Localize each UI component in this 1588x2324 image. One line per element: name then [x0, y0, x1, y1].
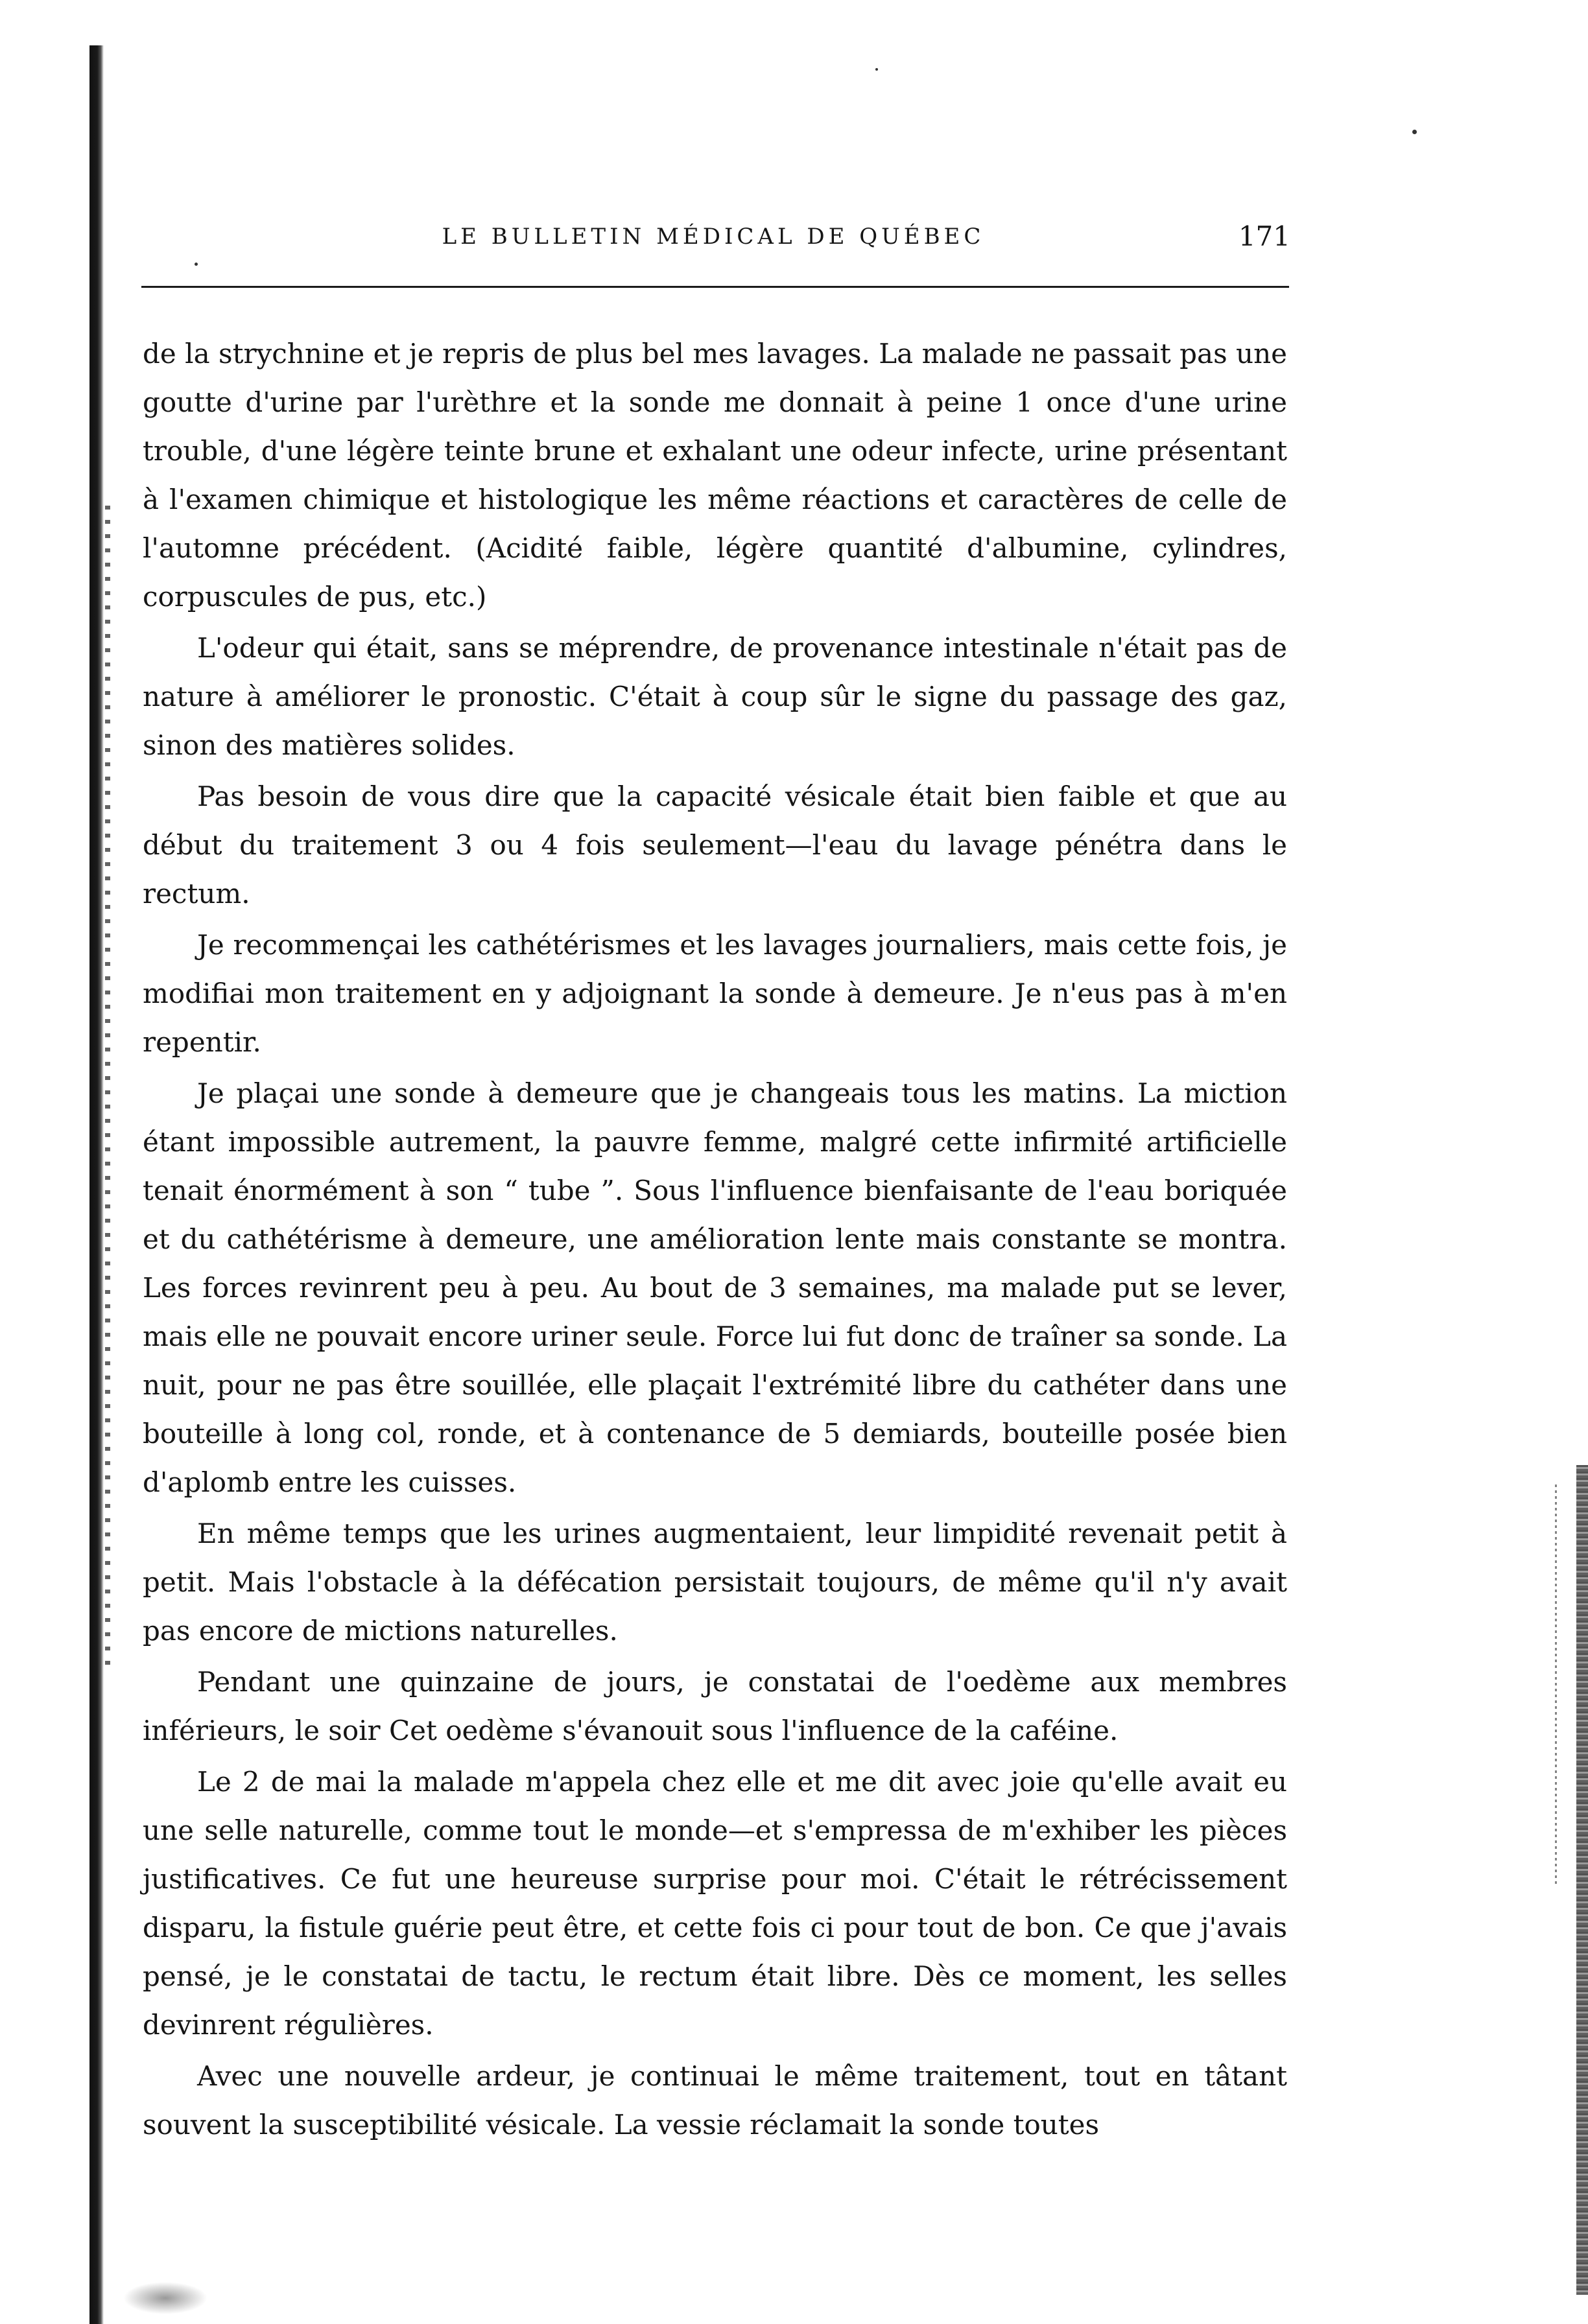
header-rule: [141, 286, 1289, 288]
scan-speck: [195, 263, 198, 266]
running-header: [136, 214, 1290, 259]
scan-speck: [875, 68, 878, 71]
body-text: [143, 329, 1287, 2149]
paragraph: L'odeur qui était, sans se méprendre, de provenance intestinale n'était pas de nature à améliorer le pronostic. C'était à coup sûr le signe du passage des gaz, sinon des matières solides.: [143, 632, 1287, 761]
binding-shadow-speckle: [105, 506, 110, 1673]
running-title: LE BULLETIN MÉDICAL DE QUÉBEC: [442, 224, 985, 250]
scan-speck: [1412, 130, 1417, 134]
paragraph: Je recommençai les cathétérismes et les lavages journaliers, mais cette fois, je modifiai mon traitement en y adjoignant la sonde à demeure. Je n'eus pas à m'en repentir.: [143, 929, 1287, 1058]
paragraph: Avec une nouvelle ardeur, je continuai le même traitement, tout en tâtant souvent la susceptibilité vésicale. La vessie réclamait la sonde toutes: [143, 2060, 1287, 2141]
scan-edge-artifact-thin: [1555, 1485, 1557, 1886]
paragraph: Je plaçai une sonde à demeure que je changeais tous les matins. La miction étant impossible autrement, la pauvre femme, malgré cette infirmité artificielle tenait énormément à son “ tube ”. Sous l'influence bienfaisante de l'eau boriquée et du cathétérisme à demeure, une amélioration lente mais constante se montra. Les forces revinrent peu à peu. Au bout de 3 semaines, ma malade put se lever, mais elle ne pouvait encore uriner seule. Force lui fut donc de traîner sa sonde. La nuit, pour ne pas être souillée, elle plaçait l'extrémité libre du cathéter dans une bouteille à long col, ronde, et à contenance de 5 demiards, bouteille posée bien d'aplomb entre les cuisses.: [143, 1077, 1287, 1498]
paragraph: En même temps que les urines augmentaient, leur limpidité revenait petit à petit. Mais l'obstacle à la défécation persistait toujours, de même qu'il n'y avait pas encore de mictions naturelles.: [143, 1518, 1287, 1647]
binding-shadow: [89, 45, 104, 2324]
scan-smudge: [123, 2282, 207, 2314]
paragraph: de la strychnine et je repris de plus bel mes lavages. La malade ne passait pas une goutte d'urine par l'urèthre et la sonde me donnait à peine 1 once d'une urine trouble, d'une légère teinte brune et exhalant une odeur infecte, urine présentant à l'examen chimique et histologique les même réactions et caractères de celle de l'automne précédent. (Acidité faible, légère quantité d'albumine, cylindres, corpuscules de pus, etc.): [143, 338, 1287, 613]
paragraph: Pas besoin de vous dire que la capacité vésicale était bien faible et que au début du traitement 3 ou 4 fois seulement—l'eau du lavage pénétra dans le rectum.: [143, 781, 1287, 910]
paragraph: Pendant une quinzaine de jours, je constatai de l'oedème aux membres inférieurs, le soir Cet oedème s'évanouit sous l'influence de la caféine.: [143, 1666, 1287, 1746]
paragraph: Le 2 de mai la malade m'appela chez elle et me dit avec joie qu'elle avait eu une selle naturelle, comme tout le monde—et s'empressa de m'exhiber les pièces justificatives. Ce fut une heureuse surprise pour moi. C'était le rétrécissement disparu, la fistule guérie peut être, et cette fois ci pour tout de bon. Ce que j'avais pensé, je le constatai de tactu, le rectum était libre. Dès ce moment, les selles devinrent régulières.: [143, 1766, 1287, 2041]
page-number: 171: [1238, 220, 1290, 252]
scan-edge-artifact: [1576, 1465, 1588, 2295]
